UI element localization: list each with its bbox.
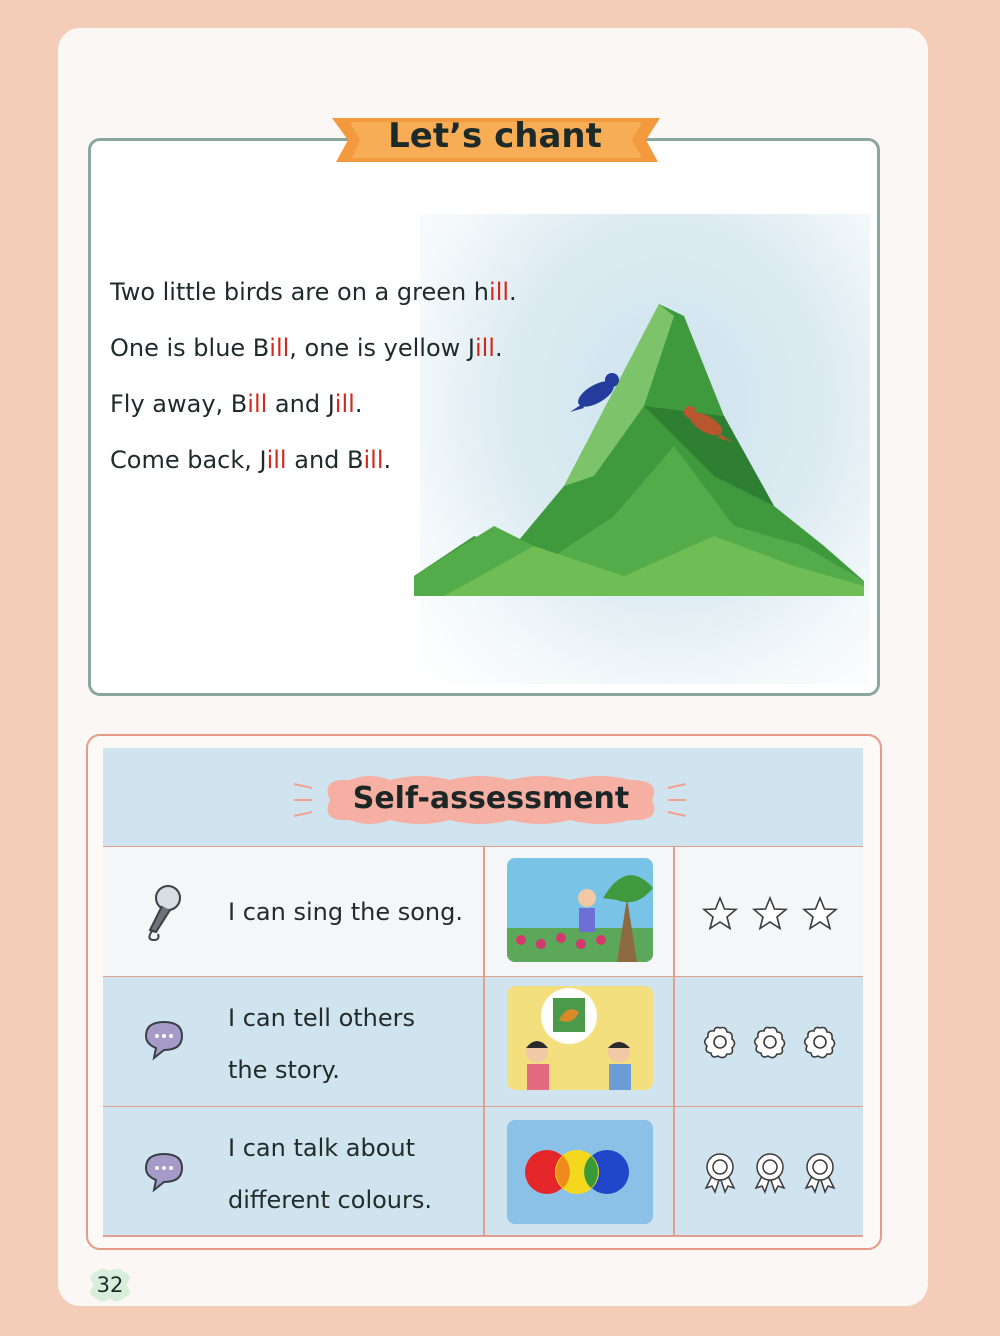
- chant-line-1: Two little birds are on a green hill.: [110, 278, 517, 306]
- star-icon[interactable]: [754, 898, 786, 929]
- microphone-icon: [140, 884, 188, 944]
- rosette-icon[interactable]: [756, 1154, 784, 1192]
- chant-line-4: Come back, Jill and Bill.: [110, 446, 392, 474]
- assessment-text-1: I can sing the song.: [228, 898, 463, 926]
- column-divider: [673, 846, 675, 1236]
- self-assessment-title: Self-assessment: [352, 781, 630, 816]
- star-icon[interactable]: [804, 898, 836, 929]
- page-number: 32: [96, 1273, 124, 1297]
- flower-icon[interactable]: [755, 1027, 785, 1057]
- story-telling-picture: [507, 986, 653, 1090]
- star-rating[interactable]: [700, 894, 840, 934]
- green-hill-illustration: [414, 296, 864, 596]
- flower-icon[interactable]: [805, 1027, 835, 1057]
- assessment-text-3a: I can talk about: [228, 1134, 416, 1162]
- rosette-rating[interactable]: [700, 1150, 840, 1190]
- assessment-text-2a: I can tell others: [228, 1004, 416, 1032]
- assessment-text-2b: the story.: [228, 1056, 340, 1084]
- speech-bubble-icon: [140, 1150, 188, 1194]
- chant-line-3: Fly away, Bill and Jill.: [110, 390, 363, 418]
- singing-boy-picture: [507, 858, 653, 962]
- speech-bubble-icon: [140, 1018, 188, 1062]
- assessment-text-3b: different colours.: [228, 1186, 432, 1214]
- rosette-icon[interactable]: [706, 1154, 734, 1192]
- rosette-icon[interactable]: [806, 1154, 834, 1192]
- column-divider: [483, 846, 485, 1236]
- chant-title: Let’s chant: [388, 116, 602, 156]
- colour-circles-picture: [507, 1120, 653, 1224]
- chant-line-2: One is blue Bill, one is yellow Jill.: [110, 334, 503, 362]
- star-icon[interactable]: [704, 898, 736, 929]
- flower-icon[interactable]: [705, 1027, 735, 1057]
- flower-rating[interactable]: [700, 1022, 840, 1062]
